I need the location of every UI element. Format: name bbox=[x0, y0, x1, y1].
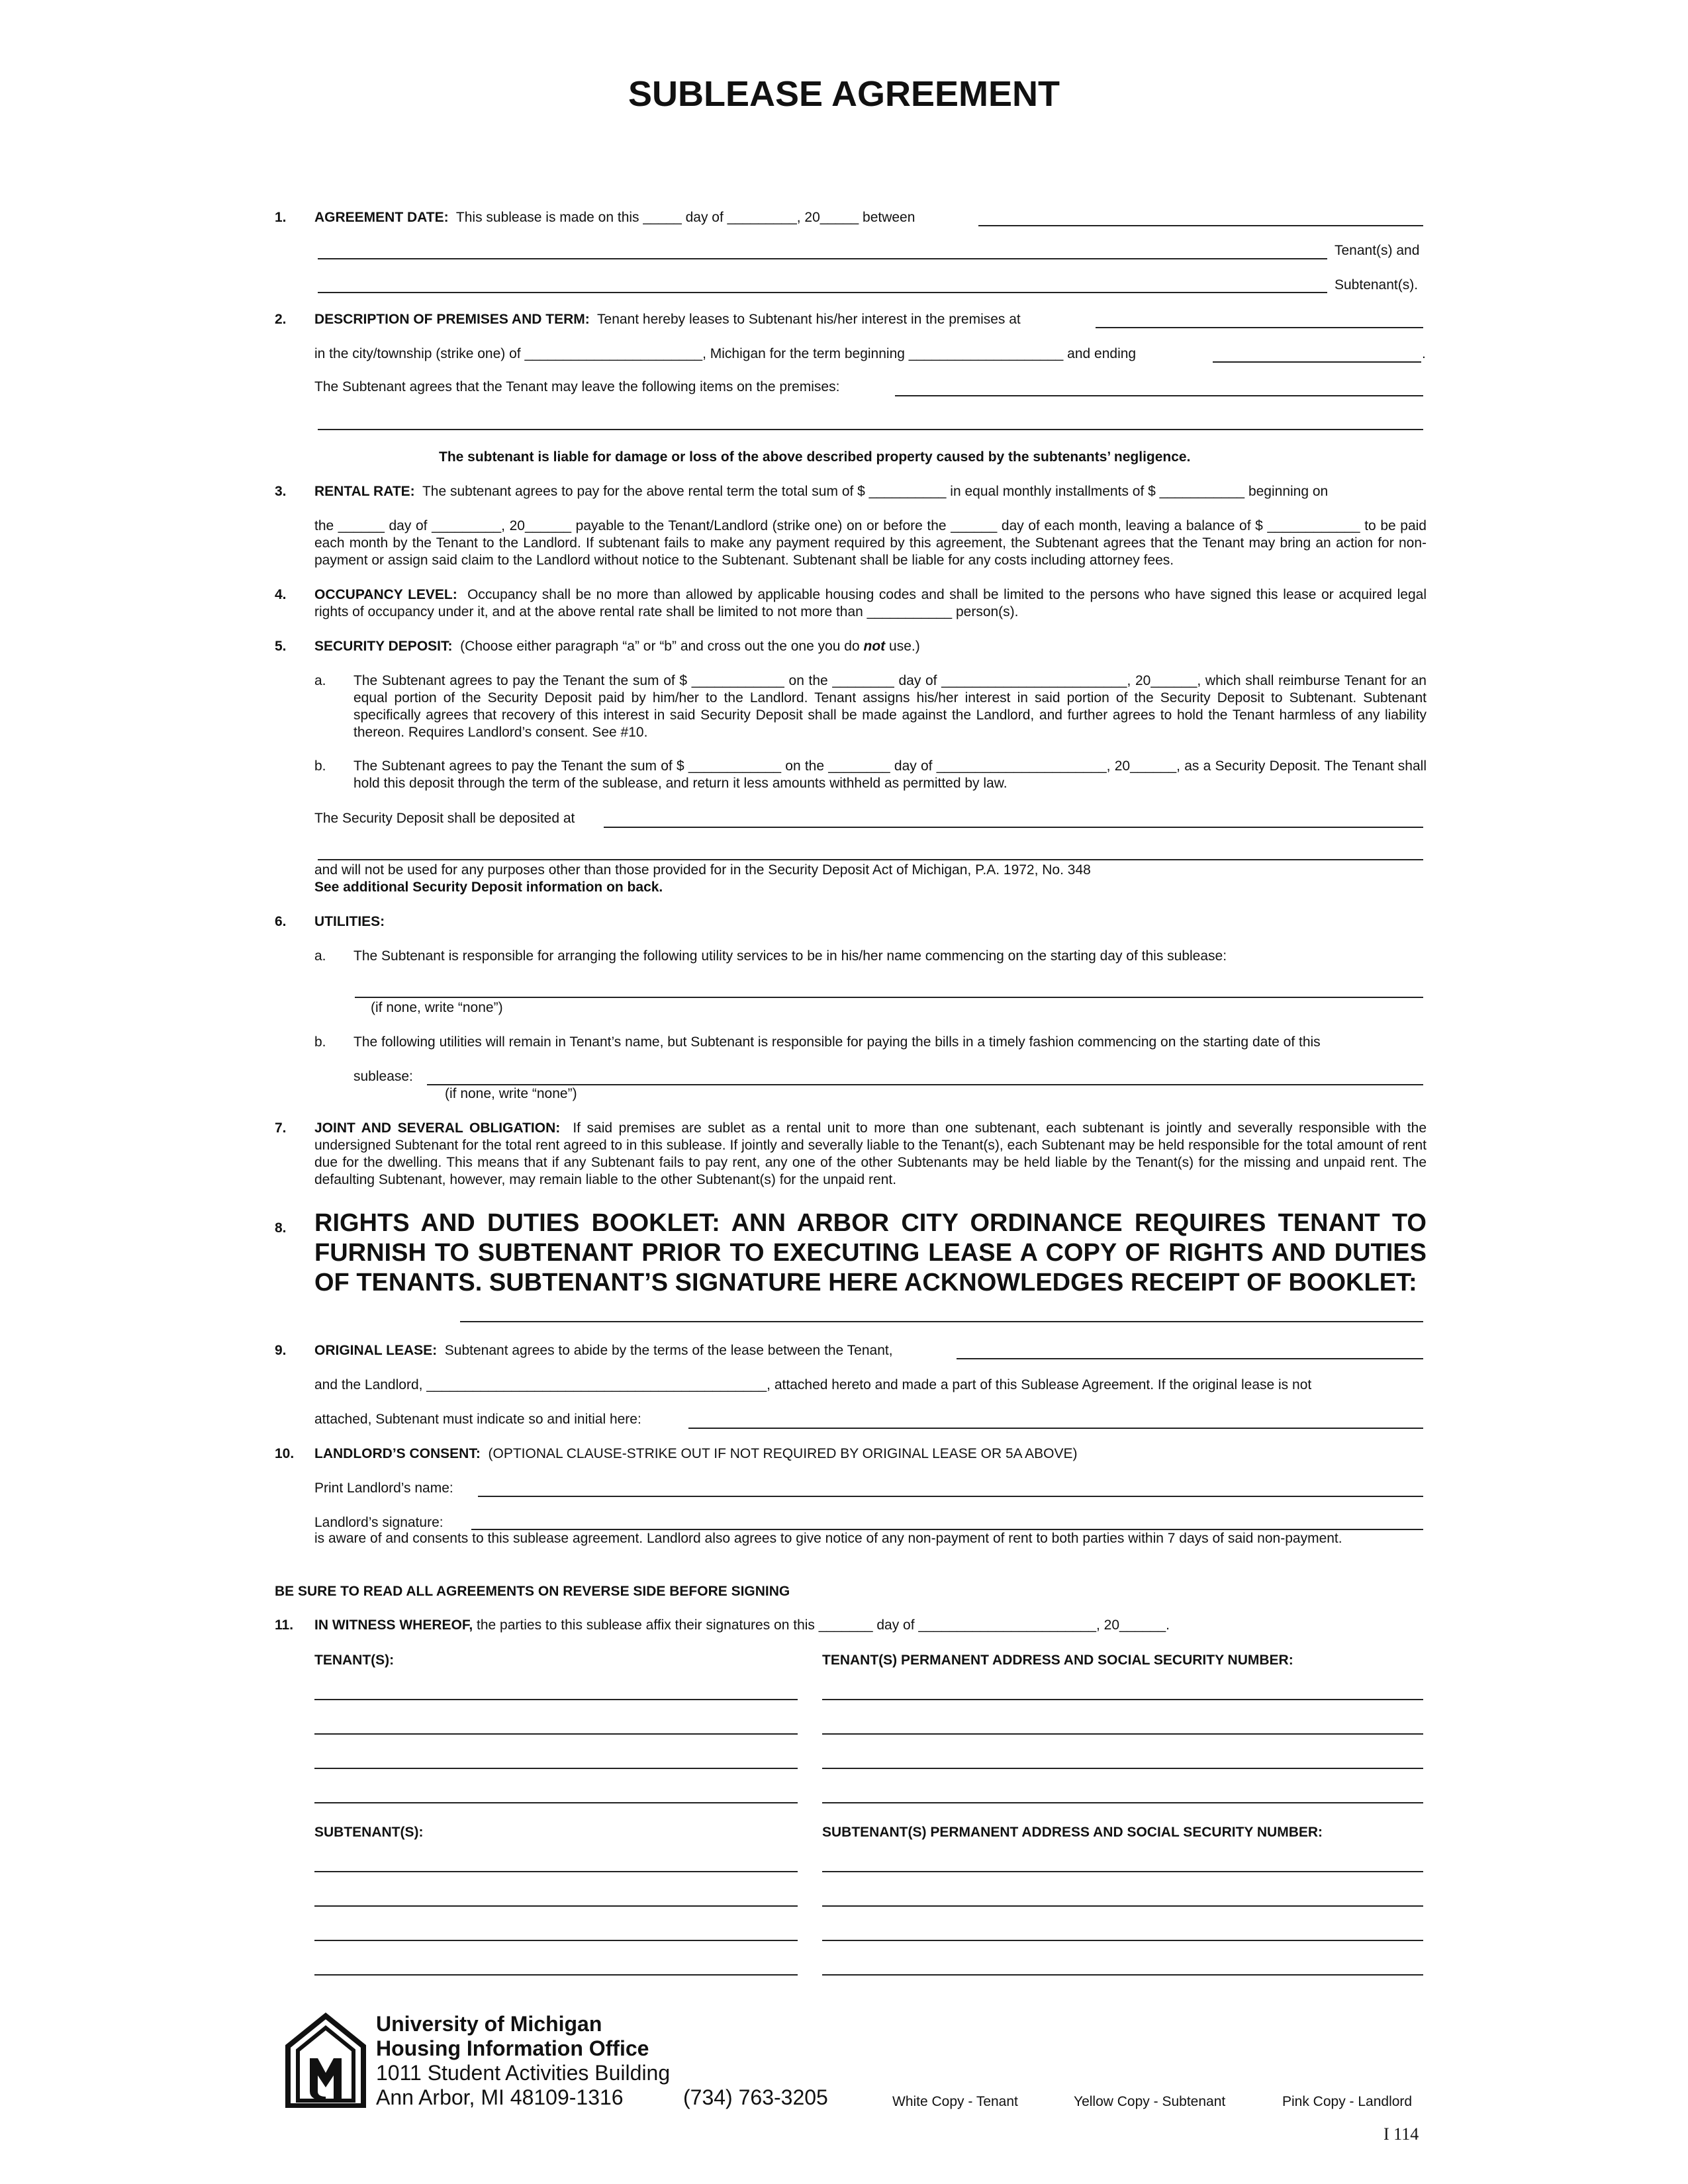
yellow-copy-label: Yellow Copy - Subtenant bbox=[1074, 2094, 1226, 2109]
utilities-b-label: b. bbox=[314, 1034, 326, 1050]
utilities-b-none-hint: (if none, write “none”) bbox=[445, 1086, 577, 1101]
section-8-number: 8. bbox=[275, 1220, 287, 1236]
section-5-number: 5. bbox=[275, 639, 287, 654]
utilities-a-label: a. bbox=[314, 948, 326, 964]
section-7-heading: JOINT AND SEVERAL OBLIGATION: bbox=[314, 1120, 561, 1136]
section-3-heading: RENTAL RATE: bbox=[314, 484, 415, 499]
section-11-heading: IN WITNESS WHEREOF, bbox=[314, 1617, 473, 1633]
deposited-at-label: The Security Deposit shall be deposited at bbox=[314, 811, 575, 826]
tenant-signature-line-1[interactable] bbox=[314, 1699, 798, 1700]
section-4-number: 4. bbox=[275, 587, 287, 602]
term-ending-field[interactable] bbox=[1213, 361, 1421, 363]
items-left-field[interactable] bbox=[895, 395, 1423, 396]
utilities-b-sublease: sublease: bbox=[353, 1069, 413, 1084]
option-a-label: a. bbox=[314, 673, 326, 688]
landlord-name-field[interactable] bbox=[478, 1496, 1423, 1497]
deposit-location-field[interactable] bbox=[604, 827, 1423, 828]
section-2-body: Tenant hereby leases to Subtenant his/her interest in the premises at bbox=[597, 312, 1021, 327]
section-1-text bbox=[314, 209, 915, 226]
office-address-1: 1011 Student Activities Building bbox=[376, 2061, 671, 2085]
section-11-number: 11. bbox=[275, 1617, 294, 1633]
section-3-number: 3. bbox=[275, 484, 287, 499]
section-9-heading: ORIGINAL LEASE: bbox=[314, 1343, 438, 1358]
landlord-name-label: Print Landlord’s name: bbox=[314, 1480, 453, 1496]
section-6-heading: UTILITIES: bbox=[314, 914, 385, 929]
see-back-notice: See additional Security Deposit information on back. bbox=[314, 880, 663, 895]
read-reverse-notice: BE SURE TO READ ALL AGREEMENTS ON REVERSE SIDE BEFORE SIGNING bbox=[275, 1584, 790, 1599]
tenants-signature-label: TENANT(S): bbox=[314, 1653, 395, 1668]
section-9-text bbox=[314, 1342, 893, 1359]
tenants-label: Tenant(s) and bbox=[1335, 243, 1420, 258]
section-2-text bbox=[314, 311, 1021, 328]
section-3-body: The subtenant agrees to pay for the above rental term the total sum of $ __________ in equal monthly installments of $ ___________ beginning on bbox=[422, 484, 1329, 499]
section-2-line3: The Subtenant agrees that the Tenant may leave the following items on the premises: bbox=[314, 379, 840, 394]
pink-copy-label: Pink Copy - Landlord bbox=[1282, 2094, 1413, 2109]
not-emphasis: not bbox=[863, 639, 886, 654]
utilities-a-text: The Subtenant is responsible for arranging the following utility services to be in his/her name commencing on the starting day of this sublease: bbox=[353, 948, 1227, 964]
white-copy-label: White Copy - Tenant bbox=[892, 2094, 1018, 2109]
booklet-receipt-signature-field[interactable] bbox=[460, 1321, 1423, 1322]
org-name: University of Michigan bbox=[376, 2012, 602, 2036]
option-b-label: b. bbox=[314, 758, 326, 774]
subtenant-signature-line-3[interactable] bbox=[314, 1940, 798, 1941]
option-a-text: The Subtenant agrees to pay the Tenant the sum of $ ____________ on the ________ day of ________________________, 20______, which shall reimburse Tenant for an equal portion of the Security Deposit paid by him/her to the Landlord. Tenant assigns his/her interest in said portion of the Security Deposit to Subtenant. Subtenant specifically agrees that recovery of this interest in said Security Deposit shall be made against the Landlord, and further agrees to hold the Tenant harmless of any liability thereon. Requires Landlord’s consent. See #10. bbox=[353, 673, 1427, 740]
subtenant-address-line-4[interactable] bbox=[822, 1974, 1423, 1976]
um-house-logo-icon bbox=[285, 2012, 367, 2108]
subtenant-signature-line-4[interactable] bbox=[314, 1974, 798, 1976]
section-6-number: 6. bbox=[275, 914, 287, 929]
tenant-address-line-4[interactable] bbox=[822, 1802, 1423, 1803]
section-3-paragraph: the ______ day of _________, 20______ payable to the Tenant/Landlord (strike one) on or before the ______ day of each month, leaving a balance of $ ____________ to be paid each month by the Tenant to the Landlord. If subtenant fails to make any payment required by this agreement, the Subtenant agrees that the Tenant may bring an action for non-payment or assign said claim to the Landlord without notice to the Subtenant. Subtenant shall be liable for any costs including attorney fees. bbox=[314, 518, 1427, 568]
section-2-line2: in the city/township (strike one) of _______________________, Michigan for the term beginning ____________________ and ending bbox=[314, 346, 1137, 361]
section-3-text bbox=[314, 483, 1328, 500]
deposit-location-field-2[interactable] bbox=[318, 859, 1423, 860]
items-left-field-2[interactable] bbox=[318, 429, 1423, 430]
section-4-body: Occupancy shall be no more than allowed by applicable housing codes and shall be limited to the persons who have signed this lease or acquired legal rights of occupancy under it, and at the above rental rate shall be limited to not more than ___________ person(s). bbox=[314, 587, 1427, 619]
section-7-number: 7. bbox=[275, 1120, 287, 1136]
office-address-2: Ann Arbor, MI 48109-1316 bbox=[376, 2085, 624, 2109]
tenant-address-line-1[interactable] bbox=[822, 1699, 1423, 1700]
tenants-name-field[interactable] bbox=[318, 258, 1327, 259]
section-11-body: the parties to this sublease affix their signatures on this _______ day of _______________________, 20______. bbox=[477, 1617, 1170, 1633]
section-7-text bbox=[314, 1120, 1427, 1189]
utilities-a-none-hint: (if none, write “none”) bbox=[371, 1000, 503, 1015]
document-title: SUBLEASE AGREEMENT bbox=[628, 74, 1060, 114]
section-9-line3: attached, Subtenant must indicate so and initial here: bbox=[314, 1412, 641, 1427]
landlord-consent-text: is aware of and consents to this sublease agreement. Landlord also agrees to give notice of any non-payment of rent to both parties within 7 days of said non-payment. bbox=[314, 1531, 1342, 1546]
tenant-signature-line-3[interactable] bbox=[314, 1768, 798, 1769]
section-4-heading: OCCUPANCY LEVEL: bbox=[314, 587, 457, 602]
original-tenant-field[interactable] bbox=[957, 1358, 1423, 1359]
section-5-heading: SECURITY DEPOSIT: bbox=[314, 639, 453, 654]
subtenants-signature-label: SUBTENANT(S): bbox=[314, 1825, 424, 1840]
premises-address-field[interactable] bbox=[1096, 327, 1423, 328]
subtenant-utilities-field[interactable] bbox=[355, 997, 1423, 998]
section-4-text bbox=[314, 586, 1427, 621]
section-2-number: 2. bbox=[275, 312, 287, 327]
section-10-text bbox=[314, 1445, 1078, 1463]
option-b-text: The Subtenant agrees to pay the Tenant the sum of $ ____________ on the ________ day of ______________________, 20______, as a Security Deposit. The Tenant shall hold this deposit through the term of the sublease, and return it less amounts withheld as permitted by law. bbox=[353, 758, 1427, 791]
original-lease-initial-field[interactable] bbox=[688, 1428, 1423, 1429]
subtenant-address-line-1[interactable] bbox=[822, 1871, 1423, 1872]
liability-notice: The subtenant is liable for damage or loss of the above described property caused by the subtenants’ negligence. bbox=[439, 449, 1191, 465]
subtenant-address-line-3[interactable] bbox=[822, 1940, 1423, 1941]
office-phone: (734) 763-3205 bbox=[683, 2085, 828, 2109]
tenant-address-line-2[interactable] bbox=[822, 1733, 1423, 1735]
subtenant-address-line-2[interactable] bbox=[822, 1905, 1423, 1907]
section-2-heading: DESCRIPTION OF PREMISES AND TERM: bbox=[314, 312, 590, 327]
section-9-body: Subtenant agrees to abide by the terms of the lease between the Tenant, bbox=[444, 1343, 893, 1358]
section-1-number: 1. bbox=[275, 210, 287, 225]
subtenants-name-field[interactable] bbox=[318, 292, 1327, 293]
subtenants-address-label: SUBTENANT(S) PERMANENT ADDRESS AND SOCIAL SECURITY NUMBER: bbox=[822, 1825, 1323, 1840]
form-id: I 114 bbox=[1383, 2124, 1419, 2144]
section-9-line2: and the Landlord, ____________________________________________, attached hereto and made a part of this Sublease Agreement. If the original lease is not bbox=[314, 1377, 1312, 1392]
section-10-body: (OPTIONAL CLAUSE-STRIKE OUT IF NOT REQUIRED BY ORIGINAL LEASE OR 5A ABOVE) bbox=[488, 1446, 1078, 1461]
between-parties-field[interactable] bbox=[978, 225, 1423, 226]
section-10-number: 10. bbox=[275, 1446, 295, 1461]
section-1-heading: AGREEMENT DATE: bbox=[314, 210, 449, 225]
section-5-text: SECURITY DEPOSIT: (Choose either paragraph “a” or “b” and cross out the one you do not use.) bbox=[314, 639, 920, 654]
section-7-body: If said premises are sublet as a rental unit to more than one subtenant, each subtenant is jointly and severally responsible with the undersigned Subtenant for the total rent agreed to in this sublease. If jointly and severally liable to the Tenant(s), each Subtenant may be held responsible for the total amount of rent due for the dwelling. This means that if any Subtenant fails to pay rent, any one of the other Subtenants may be held liable by the Tenant(s) for the missing and unpaid rent. The defaulting Subtenant, however, may remain liable to the other Subtenant(s) for the unpaid rent. bbox=[314, 1120, 1427, 1187]
subtenant-signature-line-1[interactable] bbox=[314, 1871, 798, 1872]
tenants-address-label: TENANT(S) PERMANENT ADDRESS AND SOCIAL SECURITY NUMBER: bbox=[822, 1653, 1293, 1668]
tenant-signature-line-4[interactable] bbox=[314, 1802, 798, 1803]
subtenants-label: Subtenant(s). bbox=[1335, 277, 1419, 293]
section-9-number: 9. bbox=[275, 1343, 287, 1358]
section-11-text bbox=[314, 1617, 1170, 1634]
subtenant-signature-line-2[interactable] bbox=[314, 1905, 798, 1907]
tenant-address-line-3[interactable] bbox=[822, 1768, 1423, 1769]
utilities-b-text: The following utilities will remain in Tenant’s name, but Subtenant is responsible for paying the bills in a timely fashion commencing on the starting date of this bbox=[353, 1034, 1321, 1050]
deposit-act-text: and will not be used for any purposes other than those provided for in the Security Deposit Act of Michigan, P.A. 1972, No. 348 bbox=[314, 862, 1091, 878]
office-name: Housing Information Office bbox=[376, 2036, 649, 2060]
section-1-body: This sublease is made on this _____ day of _________, 20_____ between bbox=[455, 210, 915, 225]
section-8-booklet-text: RIGHTS AND DUTIES BOOKLET: ANN ARBOR CITY ORDINANCE REQUIRES TENANT TO FURNISH TO SUBTENANT PRIOR TO EXECUTING LEASE A COPY OF RIGHTS AND DUTIES OF TENANTS. SUBTENANT’S SIGNATURE HERE ACKNOWLEDGES RECEIPT OF BOOKLET: bbox=[314, 1209, 1427, 1297]
section-10-heading: LANDLORD’S CONSENT: bbox=[314, 1446, 481, 1461]
landlord-signature-label: Landlord’s signature: bbox=[314, 1515, 444, 1530]
tenant-signature-line-2[interactable] bbox=[314, 1733, 798, 1735]
